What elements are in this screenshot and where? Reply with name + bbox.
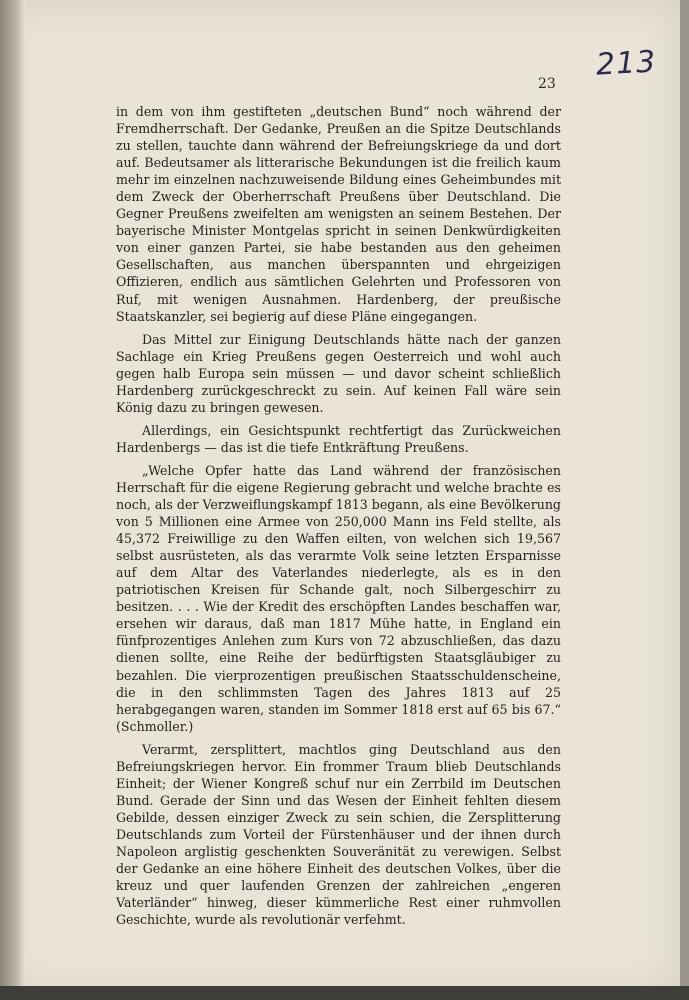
paragraph: in dem von ihm gestifteten „deutschen Bund“ noch während der Fremdherrschaft. Der Gedanke, Preußen an die Spitze Deutschlands zu stellen, tauchte dann während der Befreiungskriege da und dort auf. Bedeutsamer als litterarische Bekundungen ist die freilich kaum mehr im einzelnen nachzuweisende Bildung eines Geheimbundes mit dem Zweck der Oberherrschaft Preußens über Deutschland. Die Gegner Preußens zweifelten am wenigsten an seinem Bestehen. Der bayerische Minister Montgelas spricht in seinen Denkwürdigkeiten von einer ganzen Partei, sie habe bestanden aus den geheimen Gesellschaften, aus manchen überspannten und ehrgeizigen Offizieren, endlich aus sämtlichen Gelehrten und Professoren von Ruf, mit wenigen Ausnahmen. Hardenberg, der preußische Staatskanzler, sei begierig auf diese Pläne eingegangen. [116, 104, 561, 324]
page-gutter [0, 0, 26, 996]
page-edge-right [680, 0, 689, 1000]
page-number: 23 [538, 76, 556, 92]
handwritten-folio-number: 213 [595, 44, 658, 83]
paragraph: Verarmt, zersplittert, machtlos ging Deutschland aus den Befreiungskriegen hervor. Ein frommer Traum blieb Deutschlands Einheit; der Wiener Kongreß schuf nur ein Zerrbild im Deutschen Bund. Gerade der Sinn und das Wesen der Einheit fehlten diesem Gebilde, dessen einziger Zweck zu sein schien, die Zersplitterung Deutschlands zum Vorteil der Fürstenhäuser und der ihnen durch Napoleon arglistig geschenkten Souveränität zu verewigen. Selbst der Gedanke an eine höhere Einheit des deutschen Volkes, über die kreuz und quer laufenden Grenzen der zahlreichen „engeren Vaterländer“ hinweg, dieser kümmerliche Rest einer ruhmvollen Geschichte, wurde als revolutionär verfehmt. [116, 741, 561, 928]
body-text [116, 103, 561, 934]
page-edge-bottom [0, 986, 689, 1000]
paragraph: Allerdings, ein Gesichtspunkt rechtfertigt das Zurückweichen Hardenbergs — das ist die tiefe Entkräftung Preußens. [116, 422, 561, 455]
paragraph: Das Mittel zur Einigung Deutschlands hätte nach der ganzen Sachlage ein Krieg Preußens gegen Oesterreich und wohl auch gegen halb Europa sein müssen — und davor scheint schließlich Hardenberg zurückgeschreckt zu sein. Auf keinen Fall wäre sein König dazu zu bringen gewesen. [116, 331, 561, 415]
quotation-paragraph: „Welche Opfer hatte das Land während der französischen Herrschaft für die eigene Regierung gebracht und welche brachte es noch, als der Verzweiflungskampf 1813 begann, als eine Bevölkerung von 5 Millionen eine Armee von 250,000 Mann ins Feld stellte, als 45,372 Freiwillige zu den Waffen eilten, von welchen sich 19,567 selbst ausrüsteten, als das verarmte Volk seine letzten Ersparnisse auf dem Altar des Vaterlandes niederlegte, als es in den patriotischen Kreisen für Schande galt, noch Silbergeschirr zu besitzen. . . . Wie der Kredit des erschöpften Landes beschaffen war, ersehen wir daraus, daß man 1817 Mühe hatte, in England ein fünfprozentiges Anlehen zum Kurs von 72 abzuschließen, das dazu dienen sollte, eine Reihe der bedürftigsten Staatsgläubiger zu bezahlen. Die vierprozentigen preußischen Staatsschuldenscheine, die in den schlimmsten Tagen des Jahres 1813 auf 25 herabgegangen waren, standen im Sommer 1818 erst auf 65 bis 67.“ (Schmoller.) [116, 462, 561, 734]
